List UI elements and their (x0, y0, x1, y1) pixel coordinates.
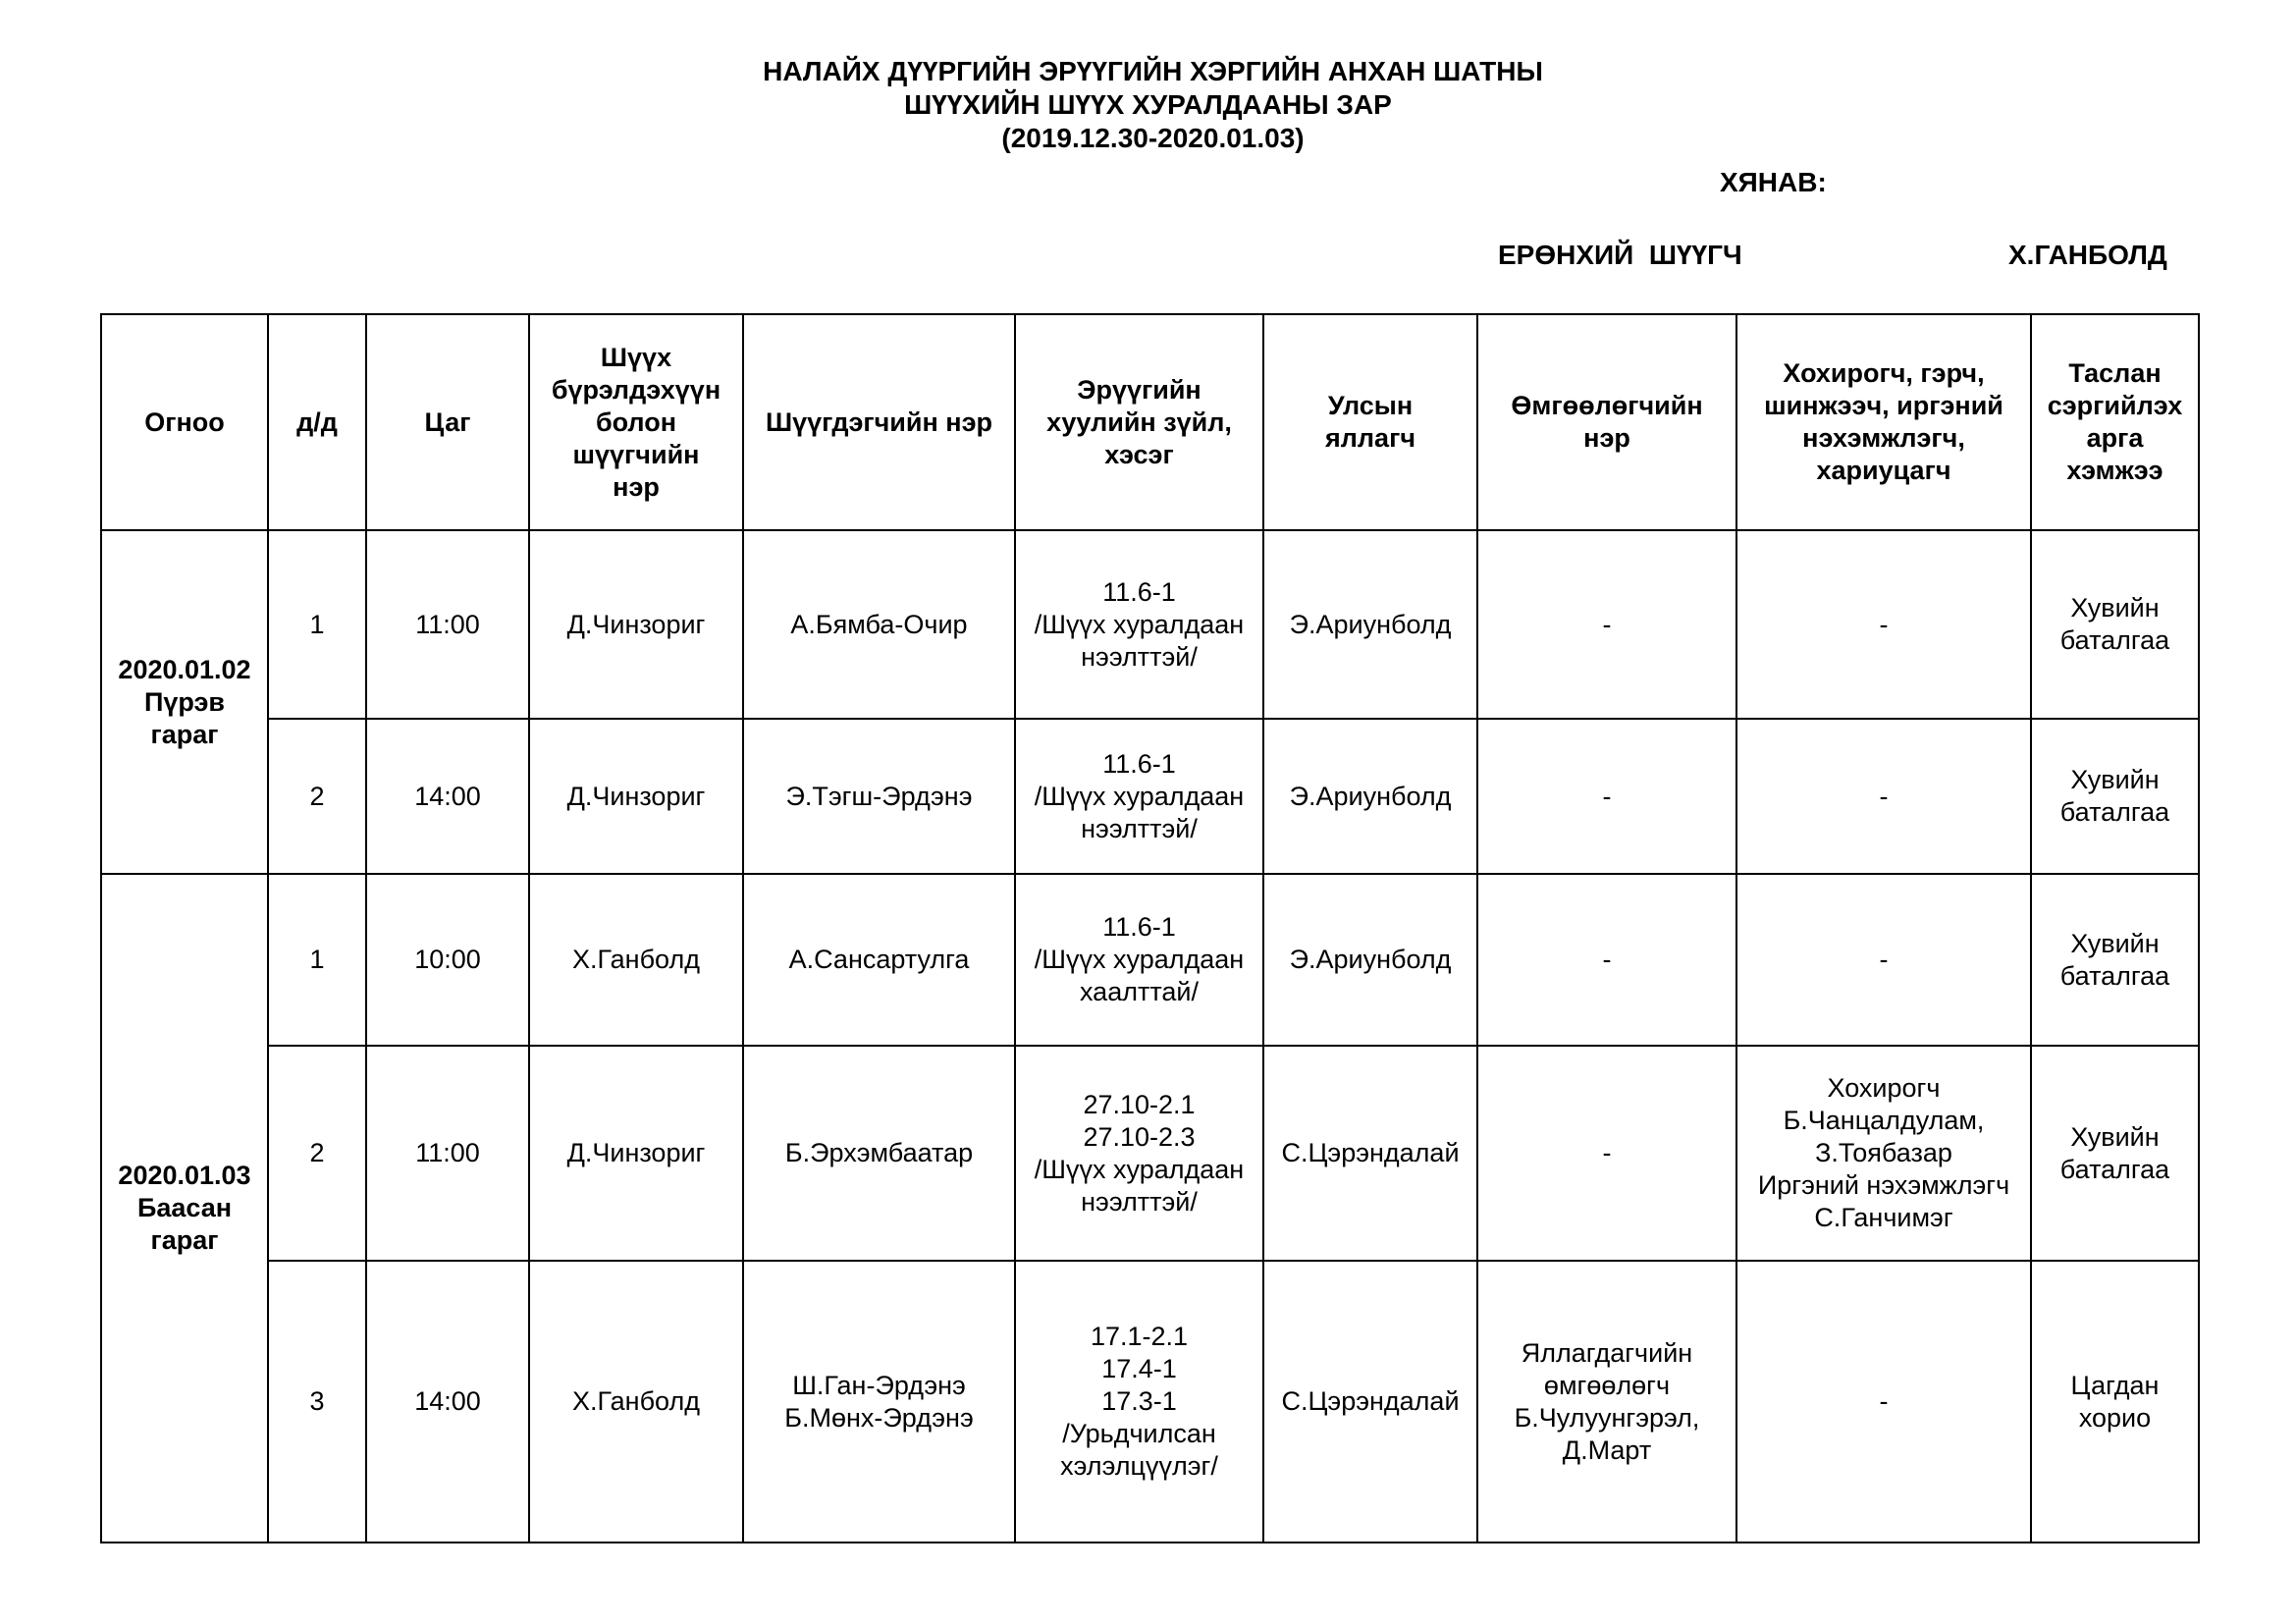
parties-cell: Хохирогч Б.Чанцалдулам, З.Тоябазар Иргэний нэхэмжлэгч С.Ганчимэг (1736, 1046, 2031, 1261)
lawyer-cell: - (1477, 874, 1736, 1046)
title-line-3: (2019.12.30-2020.01.03) (1001, 123, 1305, 153)
table-row (101, 1046, 2199, 1261)
measure-cell: Цагдан хорио (2031, 1261, 2199, 1543)
article-cell: 17.1-2.1 17.4-1 17.3-1 /Урьдчилсан хэлэлцүүлэг/ (1015, 1261, 1263, 1543)
table-header-row (101, 314, 2199, 530)
title-line-1: НАЛАЙХ ДҮҮРГИЙН ЭРҮҮГИЙН ХЭРГИЙН АНХАН ШАТНЫ (763, 56, 1543, 86)
judge-cell: Х.Ганболд (529, 1261, 743, 1543)
table-row (101, 719, 2199, 874)
column-header-judge: Шүүх бүрэлдэхүүн болон шүүгчийн нэр (529, 314, 743, 530)
parties-cell: - (1736, 1261, 2031, 1543)
table-row (101, 530, 2199, 719)
judge-cell: Д.Чинзориг (529, 719, 743, 874)
judge-cell: Д.Чинзориг (529, 1046, 743, 1261)
number-cell: 2 (268, 1046, 366, 1261)
prosecutor-cell: С.Цэрэндалай (1263, 1046, 1477, 1261)
date-cell: 2020.01.02 Пүрэв гараг (101, 530, 268, 874)
measure-cell: Хувийн баталгаа (2031, 874, 2199, 1046)
chief-judge-title: ЕРӨНХИЙ ШҮҮГЧ (1498, 240, 1742, 270)
measure-cell: Хувийн баталгаа (2031, 530, 2199, 719)
number-cell: 2 (268, 719, 366, 874)
defendant-cell: Б.Эрхэмбаатар (743, 1046, 1015, 1261)
column-header-time: Цаг (366, 314, 529, 530)
defendant-cell: А.Сансартулга (743, 874, 1015, 1046)
time-cell: 14:00 (366, 1261, 529, 1543)
judge-cell: Д.Чинзориг (529, 530, 743, 719)
table-row (101, 1261, 2199, 1543)
column-header-measure: Таслан сэргийлэх арга хэмжээ (2031, 314, 2199, 530)
article-cell: 11.6-1 /Шүүх хуралдаан хаалттай/ (1015, 874, 1263, 1046)
lawyer-cell: Яллагдагчийн өмгөөлөгч Б.Чулуунгэрэл, Д.Март (1477, 1261, 1736, 1543)
parties-cell: - (1736, 530, 2031, 719)
number-cell: 3 (268, 1261, 366, 1543)
defendant-cell: Э.Тэгш-Эрдэнэ (743, 719, 1015, 874)
column-header-article: Эрүүгийн хуулийн зүйл, хэсэг (1015, 314, 1263, 530)
parties-cell: - (1736, 719, 2031, 874)
title-line-2: ШҮҮХИЙН ШҮҮХ ХУРАЛДААНЫ ЗАР (904, 89, 1392, 120)
lawyer-cell: - (1477, 719, 1736, 874)
judge-cell: Х.Ганболд (529, 874, 743, 1046)
defendant-cell: Ш.Ган-Эрдэнэ Б.Мөнх-Эрдэнэ (743, 1261, 1015, 1543)
column-header-prosecutor: Улсын яллагч (1263, 314, 1477, 530)
article-cell: 11.6-1 /Шүүх хуралдаан нээлттэй/ (1015, 530, 1263, 719)
number-cell: 1 (268, 874, 366, 1046)
hearing-schedule-table (100, 313, 2200, 1543)
table-row (101, 874, 2199, 1046)
date-cell: 2020.01.03 Баасан гараг (101, 874, 268, 1543)
measure-cell: Хувийн баталгаа (2031, 719, 2199, 874)
column-header-parties: Хохирогч, гэрч, шинжээч, иргэний нэхэмжлэгч, хариуцагч (1736, 314, 2031, 530)
time-cell: 11:00 (366, 530, 529, 719)
prosecutor-cell: Э.Ариунболд (1263, 874, 1477, 1046)
column-header-defendant: Шүүгдэгчийн нэр (743, 314, 1015, 530)
chief-judge-name: Х.ГАНБОЛД (2008, 240, 2167, 270)
column-header-date: Огноо (101, 314, 268, 530)
lawyer-cell: - (1477, 1046, 1736, 1261)
lawyer-cell: - (1477, 530, 1736, 719)
prosecutor-cell: Э.Ариунболд (1263, 719, 1477, 874)
prosecutor-cell: С.Цэрэндалай (1263, 1261, 1477, 1543)
column-header-number: д/д (268, 314, 366, 530)
approve-label: ХЯНАВ: (1720, 167, 1827, 197)
parties-cell: - (1736, 874, 2031, 1046)
article-cell: 11.6-1 /Шүүх хуралдаан нээлттэй/ (1015, 719, 1263, 874)
defendant-cell: А.Бямба-Очир (743, 530, 1015, 719)
column-header-lawyer: Өмгөөлөгчийн нэр (1477, 314, 1736, 530)
prosecutor-cell: Э.Ариунболд (1263, 530, 1477, 719)
document-title (0, 55, 2296, 155)
time-cell: 11:00 (366, 1046, 529, 1261)
measure-cell: Хувийн баталгаа (2031, 1046, 2199, 1261)
article-cell: 27.10-2.1 27.10-2.3 /Шүүх хуралдаан нээлттэй/ (1015, 1046, 1263, 1261)
number-cell: 1 (268, 530, 366, 719)
time-cell: 10:00 (366, 874, 529, 1046)
time-cell: 14:00 (366, 719, 529, 874)
